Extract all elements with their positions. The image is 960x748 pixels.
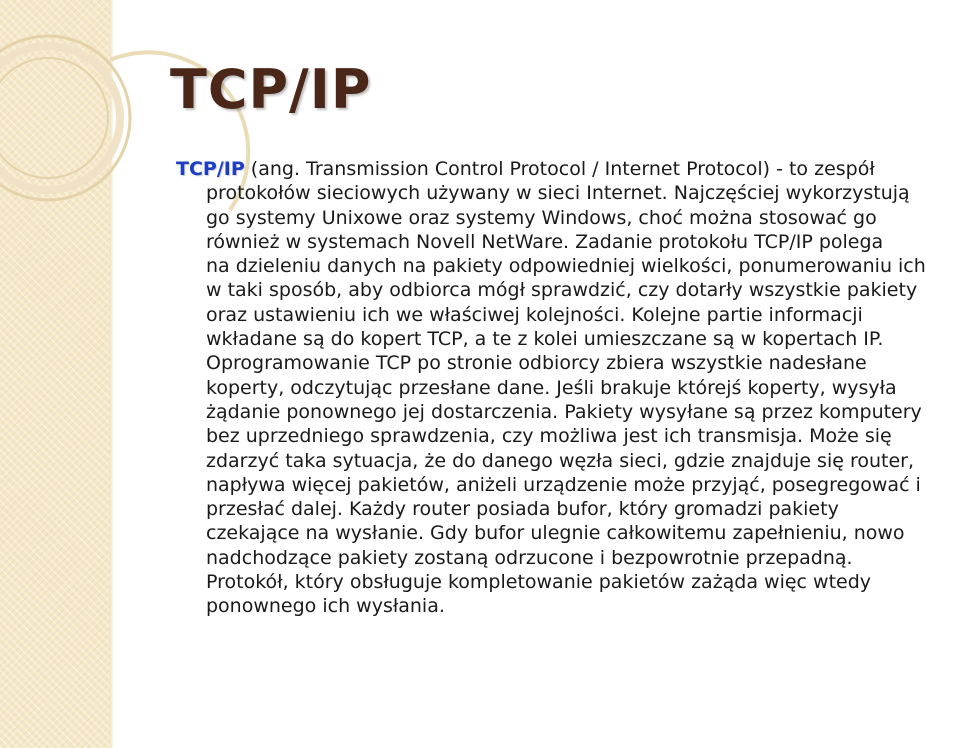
body-line: Protokół, który obsługuje kompletowanie pakietów zażąda więc wtedy — [206, 571, 872, 594]
body-line: przesłać dalej. Każdy router posiada bufor, który gromadzi pakiety — [206, 498, 839, 521]
slide-title: TCP/IP — [170, 58, 372, 121]
decorative-side-band — [0, 0, 110, 748]
body-line: bez uprzedniego sprawdzenia, czy możliwa jest ich transmisja. Może się — [206, 425, 892, 448]
body-line: Oprogramowanie TCP po stronie odbiorcy zbiera wszystkie nadesłane — [206, 352, 867, 375]
paragraph-first-line — [176, 157, 960, 181]
body-line: koperty, odczytując przesłane dane. Jeśli brakuje którejś koperty, wysyła — [206, 376, 897, 399]
body-line: nadchodzące pakiety zostaną odrzucone i bezpowrotnie przepadną. — [206, 546, 853, 569]
side-band-edge — [110, 0, 114, 748]
slide-body — [176, 157, 960, 619]
body-line: również w systemach Novell NetWare. Zadanie protokołu TCP/IP polega — [206, 230, 884, 253]
body-line: na dzieleniu danych na pakiety odpowiedniej wielkości, ponumerowaniu ich — [206, 255, 926, 278]
body-line: protokołów sieciowych używany w sieci Internet. Najczęściej wykorzystują — [206, 182, 910, 205]
body-line: ponownego ich wysłania. — [206, 595, 445, 618]
body-line: wkładane są do kopert TCP, a te z kolei umieszczane są w kopertach IP. — [206, 328, 884, 351]
tcpip-highlight: TCP/IP — [176, 158, 245, 180]
body-line: go systemy Unixowe oraz systemy Windows, choć można stosować go — [206, 206, 877, 229]
body-line: napływa więcej pakietów, aniżeli urządzenie może przyjąć, posegregować i — [206, 473, 921, 496]
body-line: zdarzyć taka sytuacja, że do danego węzła sieci, gdzie znajduje się router, — [206, 449, 915, 472]
body-line: (ang. Transmission Control Protocol / Internet Protocol) - to zespół — [244, 158, 875, 180]
body-line: żądanie ponownego jej dostarczenia. Pakiety wysyłane są przez komputery — [206, 400, 922, 423]
body-line: oraz ustawieniu ich we właściwej kolejności. Kolejne partie informacji — [206, 303, 863, 326]
body-line: w taki sposób, aby odbiorca mógł sprawdzić, czy dotarły wszystkie pakiety — [206, 279, 918, 302]
body-paragraph — [176, 157, 960, 619]
body-line: czekające na wysłanie. Gdy bufor ulegnie całkowitemu zapełnieniu, nowo — [206, 522, 905, 545]
